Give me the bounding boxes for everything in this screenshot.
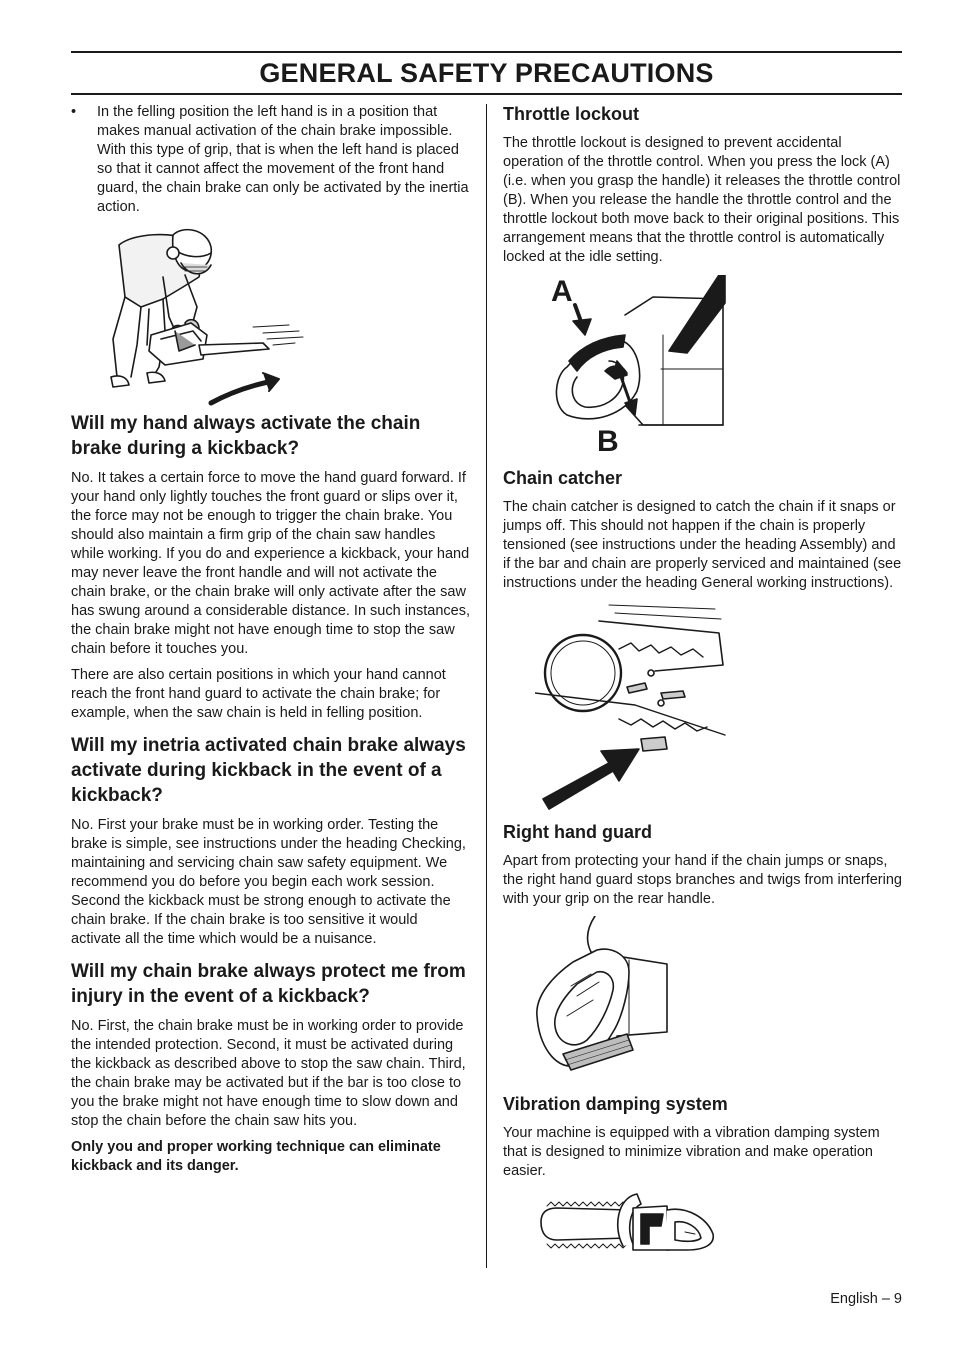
vibration-paragraph: Your machine is equipped with a vibration damping system that is designed to minimize vibration and make operation easier. <box>503 1125 880 1179</box>
bullet-text: In the felling position the left hand is in a position that makes manual activation of the chain brake impossible. With this type of grip, that is when the left hand is placed so that it cannot affect the movement of the front hand guard, the chain brake can only be activated by the inertia action. <box>97 104 469 215</box>
q3-heading: Will my chain brake always protect me from injury in the event of a kickback? <box>71 961 466 1007</box>
throttle-lockout-illustration <box>543 275 773 465</box>
header-rule-bottom <box>71 93 902 95</box>
bullet-mark: • <box>71 104 77 120</box>
q2-heading: Will my inetria activated chain brake always activate during kickback in the event of a kickback? <box>71 735 466 806</box>
left-column <box>71 103 471 1183</box>
chain-catcher-paragraph: The chain catcher is designed to catch the chain if it snaps or jumps off. This should not happen if the chain is properly tensioned (see instructions under the heading Assembly) and if the bar and chain are properly serviced and maintained (see instructions under the heading General working instructions). <box>503 499 902 591</box>
header-rule-top <box>71 51 902 53</box>
label-a: A <box>551 275 573 308</box>
right-hand-guard-heading: Right hand guard <box>503 822 652 842</box>
q1-paragraph-1: No. It takes a certain force to move the hand guard forward. If your hand only lightly touches the front guard or slips over it, the force may not be enough to trigger the chain brake. You should also maintain a firm grip of the chain saw handles while working. If you do and experience a kickback, your hand may never leave the front handle and will not activate the chain brake, or the chain brake will only activate after the saw has swung around a considerable distance. In such instances, the chain brake might not have enough time to stop the saw chain before it touches you. <box>71 470 470 657</box>
q1-heading: Will my hand always activate the chain brake during a kickback? <box>71 413 421 459</box>
column-divider <box>486 104 487 1268</box>
right-column <box>503 103 903 1258</box>
throttle-paragraph: The throttle lockout is designed to prevent accidental operation of the throttle control. When you press the lock (A) (i.e. when you grasp the handle) it releases the throttle control (B). When you release the handle the throttle control and the throttle lockout both move back to their original positions. This arrangement means that the throttle control is automatically locked at the idle setting. <box>503 135 901 265</box>
bullet-item <box>71 103 471 217</box>
throttle-heading: Throttle lockout <box>503 104 639 124</box>
q3-paragraph-1: No. First, the chain brake must be in working order to provide the intended protection. Second, it must be activated during the kickback as described above to stop the saw chain. Third, the chain brake may be activated but if the bar is too close to you the brake might not have enough time to slow down and stop the chain before the chain saw hits you. <box>71 1018 466 1129</box>
right-hand-guard-paragraph: Apart from protecting your hand if the chain jumps or snaps, the right hand guard stops branches and twigs from interfering with your grip on the rear handle. <box>503 853 902 907</box>
q2-paragraph-1: No. First your brake must be in working order. Testing the brake is simple, see instructions under the heading Checking, maintaining and servicing chain saw safety equipment. We recommend you do before you begin each work session. Second the kickback must be strong enough to activate the chain brake. If the chain brake is too sensitive it would activate all the time which would be a nuisance. <box>71 817 466 947</box>
felling-position-illustration <box>103 227 363 407</box>
chain-catcher-heading: Chain catcher <box>503 468 623 488</box>
vibration-heading: Vibration damping system <box>503 1094 728 1114</box>
q3-paragraph-2: Only you and proper working technique can eliminate kickback and its danger. <box>71 1139 441 1174</box>
page-footer: English – 9 <box>830 1291 902 1307</box>
chainsaw-vibration-illustration <box>537 1188 717 1258</box>
chain-catcher-illustration <box>535 603 735 813</box>
q1-paragraph-2: There are also certain positions in which your hand cannot reach the front hand guard to activate the chain brake; for example, when the saw chain is held in felling position. <box>71 667 446 721</box>
label-b: B <box>597 425 619 458</box>
right-hand-guard-illustration <box>533 916 703 1081</box>
throttle-figure <box>543 275 773 465</box>
page-title: GENERAL SAFETY PRECAUTIONS <box>259 58 714 88</box>
